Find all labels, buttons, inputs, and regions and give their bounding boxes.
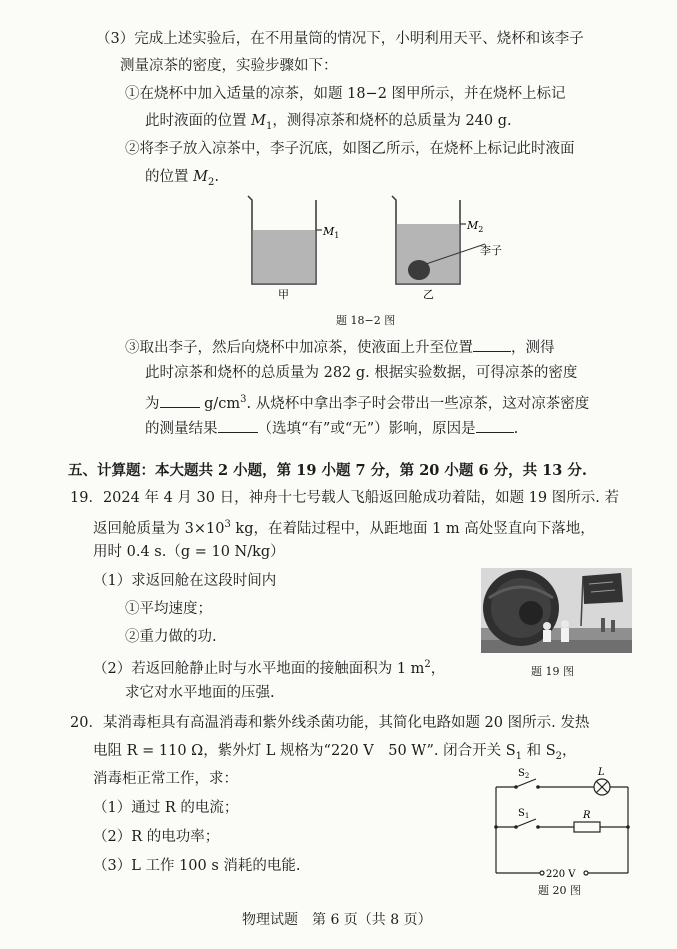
marker-m2-label: $M_2$ — [467, 219, 484, 234]
q18-step3-line3: 为 $g/cm^3$. 从烧杯中拿出李子时会带出一些凉茶，这对凉茶密度 — [145, 394, 590, 412]
q18-step3-line4: 的测量结果 （选填“有”或“无”）影响，原因是 . — [145, 418, 518, 438]
q20-part3: （3）L 工作 100 s 消耗的电能. — [93, 858, 301, 874]
plum-icon — [408, 260, 430, 280]
q18-part3-line1: （3）完成上述实验后，在不用量筒的情况下，小明利用天平、烧杯和该李子 — [96, 31, 584, 47]
figure-20-circuit — [488, 765, 638, 880]
resistor-label: R — [583, 810, 591, 821]
q19-part2-line2: 求它对水平地面的压强. — [125, 685, 275, 701]
q19-line3: 用时 0.4 s.（g = 10 N/kg） — [93, 544, 285, 560]
marker-m1-label: $M_1$ — [323, 225, 340, 240]
q18-step2-line2: 的位置 $M_2$. — [145, 169, 219, 188]
lamp-label: L — [598, 767, 605, 778]
q20-line1: 20．某消毒柜具有高温消毒和紫外线杀菌功能，其简化电路如题 20 图所示. 发热 — [70, 715, 590, 731]
beaker-left-caption: 甲 — [278, 288, 289, 300]
capsule-landing-photo — [481, 568, 632, 653]
figure-19-caption: 题 19 图 — [531, 665, 574, 678]
q18-step2-line1: ②将李子放入凉茶中，李子沉底，如图乙所示，在烧杯上标记此时液面 — [125, 141, 575, 157]
q20-part2: （2）R 的电功率； — [93, 829, 220, 845]
q18-part3-line2: 测量凉茶的密度，实验步骤如下： — [120, 58, 338, 74]
q20-line3: 消毒柜正常工作，求： — [93, 771, 238, 787]
section-5-heading: 五、计算题：本大题共 2 小题，第 19 小题 7 分，第 20 小题 6 分，共 13 分. — [68, 462, 587, 479]
switch-s1-label: $S_1$ — [518, 808, 530, 820]
q19-part1-b: ②重力做的功. — [125, 629, 217, 645]
page-footer: 物理试题 第 6 页（共 8 页） — [242, 912, 432, 928]
switch-s2-label: $S_2$ — [518, 768, 530, 780]
q19-part1-a: ①平均速度； — [125, 601, 212, 617]
q18-step3-line2: 此时凉茶和烧杯的总质量为 282 g. 根据实验数据，可得凉茶的密度 — [145, 365, 578, 381]
figure-20-caption: 题 20 图 — [538, 884, 581, 897]
plum-label: 李子 — [480, 244, 502, 257]
q20-part1: （1）通过 R 的电流； — [93, 800, 239, 816]
q19-part2-line1: （2）若返回舱静止时与水平地面的接触面积为 1 $m^2$， — [93, 659, 446, 677]
beaker-right-caption: 乙 — [423, 288, 434, 300]
q19-part1: （1）求返回舱在这段时间内 — [93, 573, 277, 589]
figure-18-2-beakers — [240, 188, 530, 300]
figure-18-2-caption: 题 18−2 图 — [336, 314, 396, 327]
q18-step3-line1: ③取出李子，然后向烧杯中加凉茶，使液面上升至位置 ，测得 — [125, 337, 555, 357]
q18-step1-line2: 此时液面的位置 $M_1$，测得凉茶和烧杯的总质量为 240 g. — [145, 113, 512, 132]
q18-step1-line1: ①在烧杯中加入适量的凉茶，如题 18−2 图甲所示，并在烧杯上标记 — [125, 86, 566, 102]
q20-line2: 电阻 R = 110 Ω，紫外灯 L 规格为“220 V 50 W”. 闭合开关 $S_1$ 和 $S_2$， — [93, 743, 577, 762]
q19-line1: 19．2024 年 4 月 30 日，神舟十七号载人飞船返回舱成功着陆，如题 19 图所示. 若 — [70, 490, 619, 506]
q19-line2: 返回舱质量为 $3\times 10^3$ kg，在着陆过程中，从距地面 1 m 高处竖直向下落地， — [93, 519, 595, 537]
source-label: 220 V — [546, 869, 576, 880]
